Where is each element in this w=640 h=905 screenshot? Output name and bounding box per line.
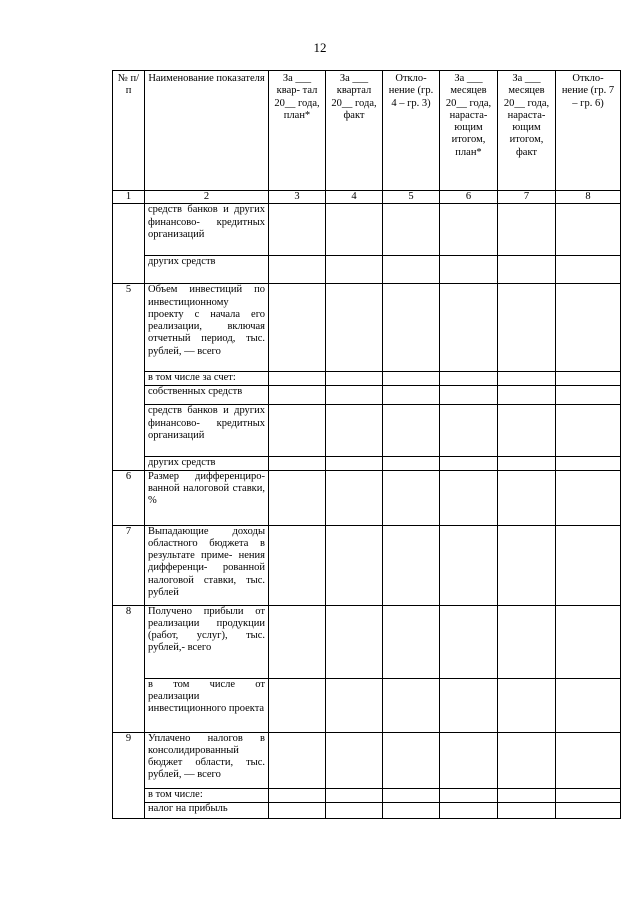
row-name: в том числе: [145, 788, 269, 802]
row-number: 7 [113, 525, 145, 605]
row-name: Получено прибыли от реализации продукции (работ, услуг), тыс. рублей,- всего [145, 605, 269, 678]
col-header-quarter-fact: За ___ квартал 20__ года, факт [326, 71, 383, 191]
row-name: в том числе от реализации инвестиционного проекта [145, 678, 269, 732]
col-header-months-deviation: Откло- нение (гр. 7 – гр. 6) [556, 71, 621, 191]
index-cell: 3 [269, 191, 326, 204]
table-row [113, 788, 621, 802]
table-row [113, 457, 621, 470]
row-name: Выпадающие доходы областного бюджета в результате приме- нения дифференци- рованной налоговой ставки, тыс. рублей [145, 525, 269, 605]
row-name: собственных средств [145, 386, 269, 405]
row-name: в том числе за счет: [145, 372, 269, 386]
index-cell: 1 [113, 191, 145, 204]
col-header-quarter-deviation: Откло- нение (гр. 4 – гр. 3) [383, 71, 440, 191]
row-number: 8 [113, 605, 145, 732]
row-name: Объем инвестиций по инвестиционному проекту с начала его реализации, включая отчетный период, тыс. рублей, — всего [145, 284, 269, 372]
table-row [113, 204, 621, 256]
row-number: 6 [113, 470, 145, 525]
col-header-months-fact: За ___ месяцев 20__ года, нараста- ющим итогом, факт [498, 71, 556, 191]
row-name: Размер дифференциро- ванной налоговой ставки, % [145, 470, 269, 525]
row-number: 9 [113, 732, 145, 818]
row-name: других средств [145, 256, 269, 284]
table-row [113, 678, 621, 732]
table-row [113, 732, 621, 788]
table-row [113, 284, 621, 372]
col-header-number: № п/п [113, 71, 145, 191]
index-cell: 6 [440, 191, 498, 204]
table-row [113, 470, 621, 525]
report-table [112, 70, 621, 819]
row-name: налог на прибыль [145, 802, 269, 818]
table-row [113, 405, 621, 457]
row-number [113, 204, 145, 284]
index-cell: 8 [556, 191, 621, 204]
row-name: средств банков и других финансово- кредитных организаций [145, 405, 269, 457]
table-row [113, 802, 621, 818]
row-name: Уплачено налогов в консолидированный бюджет области, тыс. рублей, — всего [145, 732, 269, 788]
table-row [113, 605, 621, 678]
table-row [113, 386, 621, 405]
index-cell: 4 [326, 191, 383, 204]
index-cell: 7 [498, 191, 556, 204]
table-row [113, 372, 621, 386]
index-row [113, 191, 621, 204]
col-header-quarter-plan: За ___ квар- тал 20__ года, план* [269, 71, 326, 191]
index-cell: 5 [383, 191, 440, 204]
page-number: 12 [313, 40, 327, 55]
row-name: средств банков и других финансово- кредитных организаций [145, 204, 269, 256]
index-cell: 2 [145, 191, 269, 204]
header-row [113, 71, 621, 191]
col-header-months-plan: За ___ месяцев 20__ года, нараста- ющим итогом, план* [440, 71, 498, 191]
col-header-name: Наименование показателя [145, 71, 269, 191]
row-number: 5 [113, 284, 145, 470]
table-row [113, 256, 621, 284]
row-name: других средств [145, 457, 269, 470]
table-row [113, 525, 621, 605]
